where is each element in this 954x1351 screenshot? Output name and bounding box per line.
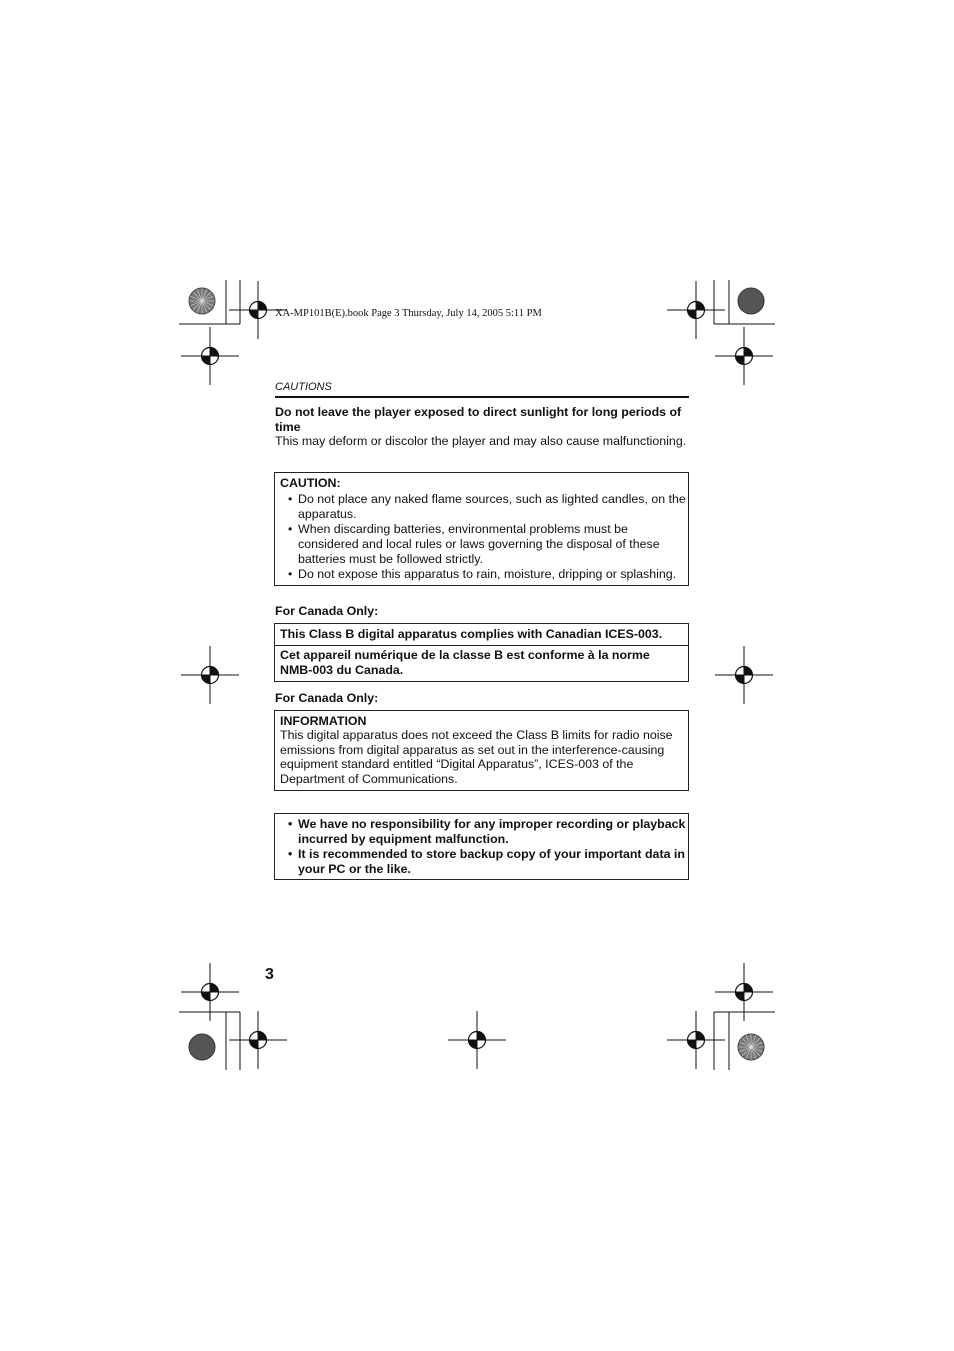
information-body: This digital apparatus does not exceed the Class B limits for radio noise emissions from digital apparatus as set out in the interference-causing equipment standard entitled “Digital Apparatus”, ICES-003 of the Department of Communications.	[280, 728, 673, 786]
information-title: INFORMATION	[280, 714, 367, 728]
responsibility-item: • We have no responsibility for any improper recording or playback incurred by equipment malfunction.	[280, 817, 686, 846]
ices-french: Cet appareil numérique de la classe B est conforme à la norme NMB-003 du Canada.	[280, 648, 650, 677]
canada-label-2: For Canada Only:	[275, 691, 379, 705]
responsibility-box	[274, 813, 689, 880]
caution-item: • Do not expose this apparatus to rain, moisture, dripping or splashing.	[280, 567, 686, 582]
responsibility-list	[280, 817, 686, 878]
information-box	[274, 710, 689, 791]
caution-item: • When discarding batteries, environmental problems must be considered and local rules or laws governing the disposal of these batteries must be followed strictly.	[280, 522, 686, 566]
section-title: CAUTIONS	[275, 381, 332, 393]
canada-label-1: For Canada Only:	[275, 604, 379, 618]
caution-list	[280, 492, 686, 583]
caution-item: • Do not place any naked flame sources, such as lighted candles, on the apparatus.	[280, 492, 686, 521]
ices-english: This Class B digital apparatus complies with Canadian ICES-003.	[280, 627, 663, 641]
responsibility-item: • It is recommended to store backup copy of your important data in your PC or the like.	[280, 847, 686, 876]
sunlight-heading: Do not leave the player exposed to direct sunlight for long periods of time	[275, 405, 682, 434]
file-info-header: XA-MP101B(E).book Page 3 Thursday, July 14, 2005 5:11 PM	[275, 308, 542, 319]
caution-box	[274, 472, 689, 586]
page-number: 3	[265, 966, 274, 983]
ices-compliance-box	[274, 623, 689, 682]
sunlight-warning	[275, 405, 689, 449]
section-divider	[275, 396, 689, 398]
ices-row-divider	[275, 645, 688, 646]
sunlight-body: This may deform or discolor the player and may also cause malfunctioning.	[275, 434, 687, 449]
caution-title: CAUTION:	[280, 476, 341, 490]
